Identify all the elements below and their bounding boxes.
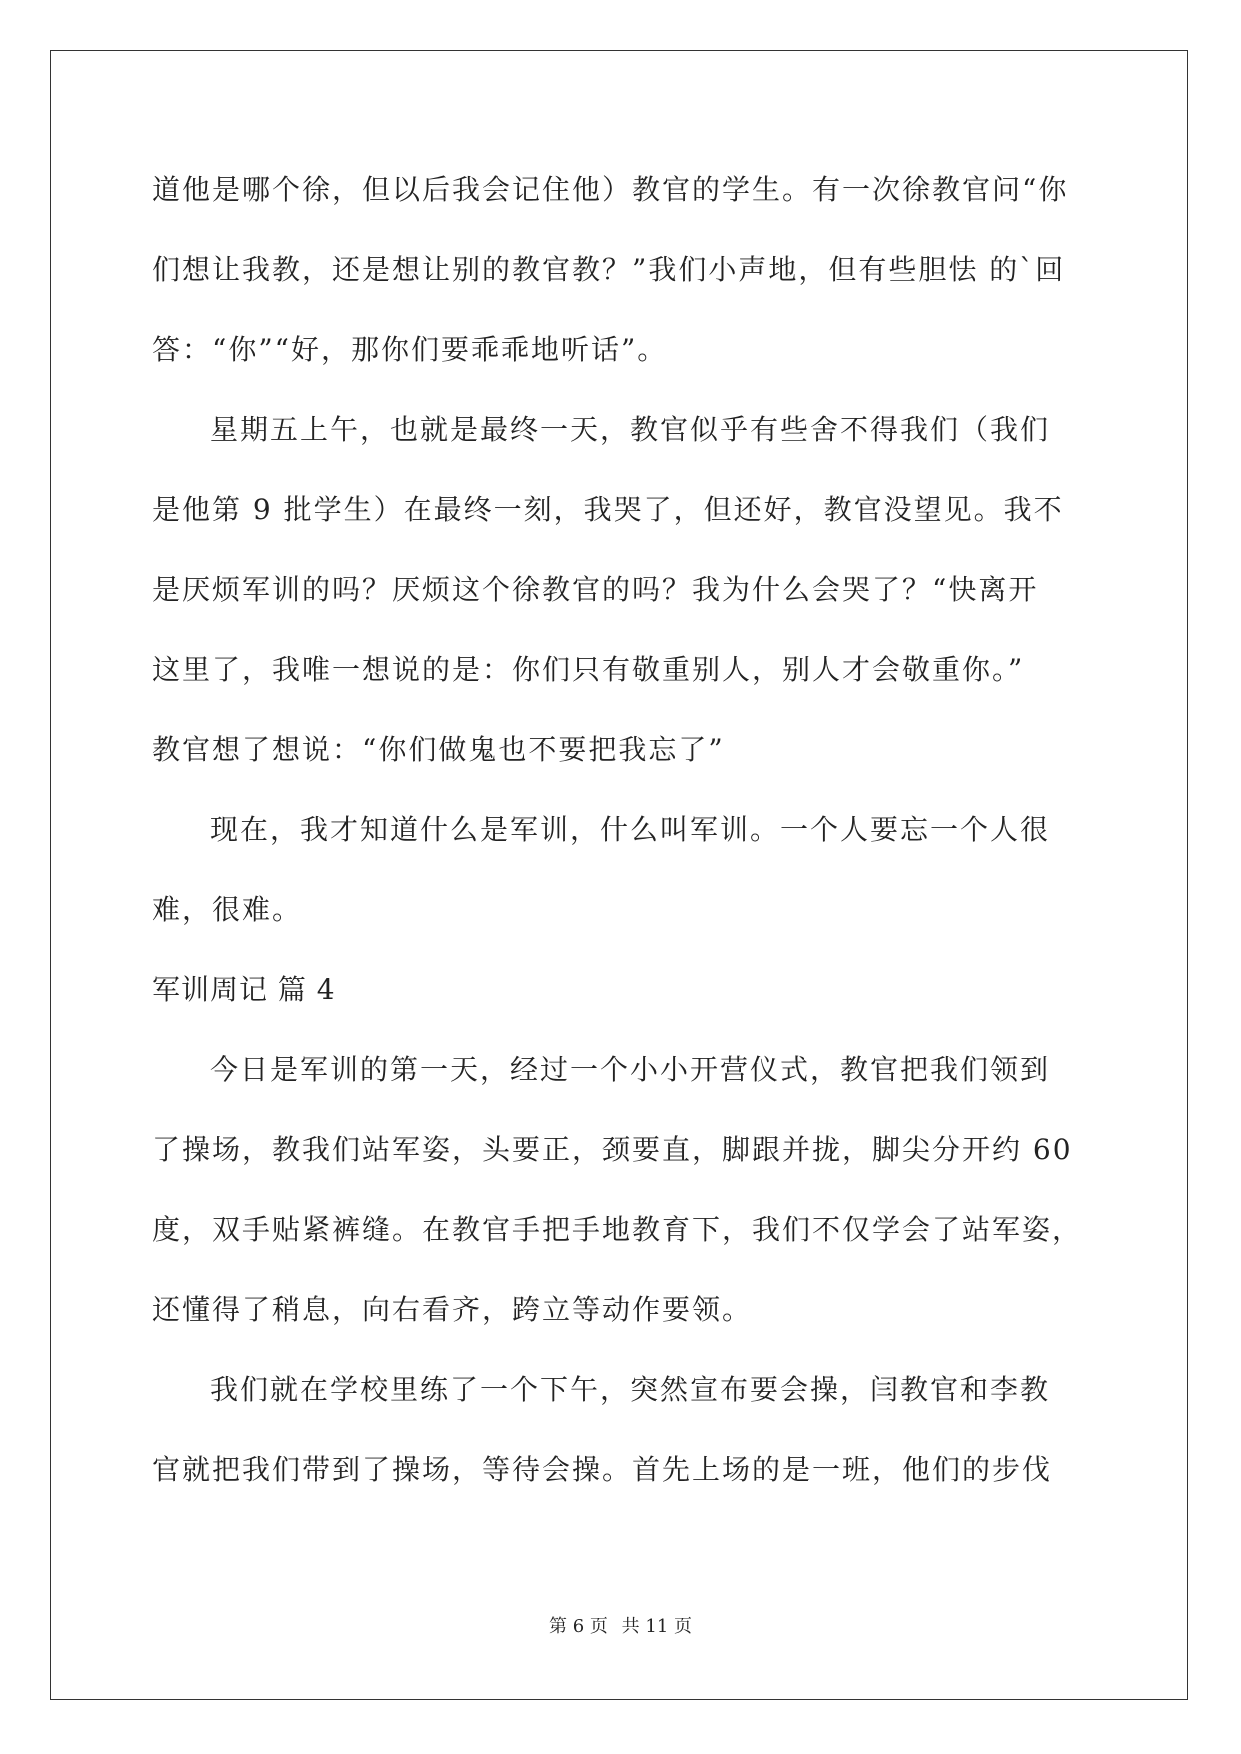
text-line: 是厌烦军训的吗？厌烦这个徐教官的吗？我为什么会哭了？“快离开 (152, 573, 1039, 606)
text-line: 今日是军训的第一天，经过一个小小开营仪式，教官把我们领到 (210, 1053, 1051, 1086)
text-line: 是他第 9 批学生）在最终一刻，我哭了，但还好，教官没望见。我不 (152, 493, 1064, 526)
text-line: 还懂得了稍息，向右看齐，跨立等动作要领。 (152, 1293, 753, 1326)
text-line: 道他是哪个徐，但以后我会记住他）教官的学生。有一次徐教官问“你 (152, 173, 1069, 206)
text-line: 难，很难。 (152, 893, 303, 926)
text-line: 官就把我们带到了操场，等待会操。首先上场的是一班，他们的步伐 (152, 1453, 1053, 1486)
text-line: 们想让我教，还是想让别的教官教？”我们小声地，但有些胆怯 的`回 (152, 253, 1066, 286)
section-heading: 军训周记 篇 4 (152, 973, 336, 1006)
total-pages: 共 11 页 (621, 1616, 692, 1637)
text-line: 我们就在学校里练了一个下午，突然宣布要会操，闫教官和李教 (210, 1373, 1051, 1406)
page-footer (0, 1612, 1241, 1638)
text-line: 星期五上午，也就是最终一天，教官似乎有些舍不得我们（我们 (210, 413, 1051, 446)
text-line: 度，双手贴紧裤缝。在教官手把手地教育下，我们不仅学会了站军姿， (152, 1213, 1083, 1246)
text-line: 答：“你”“好，那你们要乖乖地听话”。 (152, 333, 668, 366)
page-number: 第 6 页 (549, 1616, 608, 1637)
text-line: 了操场，教我们站军姿，头要正，颈要直，脚跟并拢，脚尖分开约 60 (152, 1133, 1073, 1166)
text-line: 现在，我才知道什么是军训，什么叫军训。一个人要忘一个人很 (210, 813, 1051, 846)
text-line: 教官想了想说：“你们做鬼也不要把我忘了” (152, 733, 725, 766)
text-line: 这里了，我唯一想说的是：你们只有敬重别人，别人才会敬重你。” (152, 653, 1025, 686)
